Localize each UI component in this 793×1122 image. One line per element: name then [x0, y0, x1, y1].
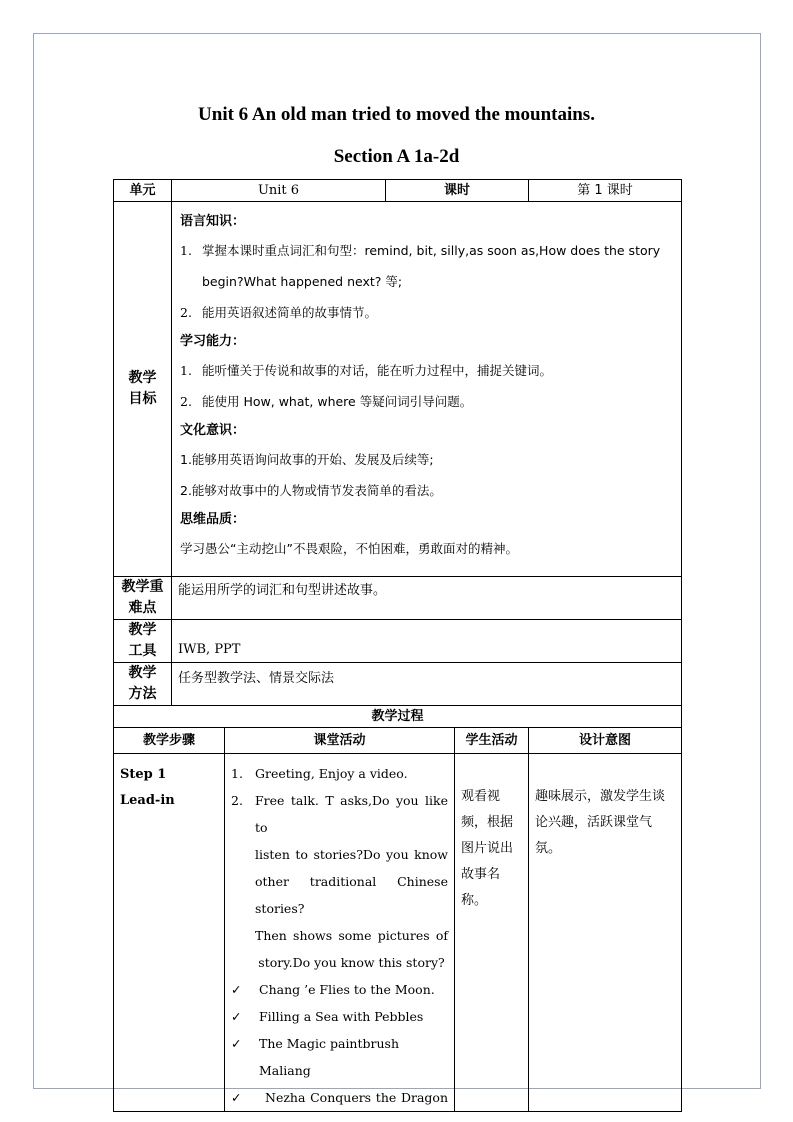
period-value: 第 1 课时 [529, 180, 682, 202]
period-label: 课时 [386, 180, 529, 202]
activity-text: listen to stories?Do you know [255, 847, 448, 862]
objective-num: 2. [180, 394, 192, 409]
objective-line: 掌握本课时重点词汇和句型：remind, bit, silly,as soon as,How does the story [202, 243, 661, 258]
col-intent: 设计意图 [529, 728, 682, 754]
lesson-plan-table [113, 179, 682, 1112]
objective-line: begin?What happened next? 等; [202, 274, 403, 289]
key-points-label [114, 577, 172, 620]
key-points-label-text: 教学重难点 [121, 579, 164, 616]
step-cell [114, 754, 225, 1112]
activity-text: Greeting, Enjoy a video. [255, 766, 408, 781]
objective-heading-thinking: 思维品质： [180, 512, 246, 527]
process-title: 教学过程 [114, 706, 682, 728]
methods-label-text: 教学方法 [128, 665, 157, 702]
check-icon: ✓ [231, 1090, 242, 1105]
objectives-label-text: 教学目标 [128, 370, 157, 407]
key-points-value: 能运用所学的词汇和句型讲述故事。 [172, 577, 682, 620]
step-name: Lead-in [120, 793, 175, 808]
objectives-label [114, 202, 172, 577]
tools-label-text: 教学工具 [128, 622, 157, 659]
col-step: 教学步骤 [114, 728, 225, 754]
tools-value: IWB, PPT [172, 620, 682, 663]
unit-value: Unit 6 [172, 180, 386, 202]
document-subtitle: Section A 1a-2d [333, 146, 460, 167]
check-icon: ✓ [231, 1036, 242, 1051]
activity-text: Then shows some pictures of [255, 928, 448, 943]
objective-heading-language: 语言知识： [180, 214, 246, 229]
story-item: Nezha Conquers the Dragon [265, 1090, 448, 1105]
story-item: The Magic paintbrush Maliang [259, 1036, 400, 1078]
objective-line: 1.能够用英语询问故事的开始、发展及后续等; [180, 452, 434, 467]
objective-line: 学习愚公“主动挖山”不畏艰险，不怕困难，勇敢面对的精神。 [180, 541, 518, 556]
activity-text: story.Do you know this story? [258, 955, 445, 970]
unit-label: 单元 [114, 180, 172, 202]
activity-text: other traditional Chinese stories? [255, 874, 448, 916]
objective-num: 1. [180, 243, 192, 258]
check-icon: ✓ [231, 1009, 242, 1024]
objective-num: 2. [180, 305, 192, 320]
document-title: Unit 6 An old man tried to moved the mountains. [198, 104, 595, 125]
tools-label [114, 620, 172, 663]
activity-text: Free talk. T asks,Do you like to [255, 793, 448, 835]
objectives-content [172, 202, 682, 577]
objective-heading-ability: 学习能力： [180, 334, 246, 349]
objective-line: 能听懂关于传说和故事的对话，能在听力过程中，捕捉关键词。 [202, 363, 553, 378]
story-item: Chang ’e Flies to the Moon. [259, 982, 435, 997]
activity-num: 2. [231, 793, 243, 808]
methods-label [114, 663, 172, 706]
design-intent: 趣味展示，激发学生谈论兴趣，活跃课堂气氛。 [529, 754, 682, 1112]
check-icon: ✓ [231, 982, 242, 997]
col-activity: 课堂活动 [225, 728, 455, 754]
activity-num: 1. [231, 766, 243, 781]
col-student: 学生活动 [455, 728, 529, 754]
objective-line: 能使用 How, what, where 等疑问词引导问题。 [202, 394, 473, 409]
story-item: Filling a Sea with Pebbles [259, 1009, 424, 1024]
activity-cell [225, 754, 455, 1112]
student-activity: 观看视频，根据图片说出故事名称。 [455, 754, 529, 1112]
methods-value: 任务型教学法、情景交际法 [172, 663, 682, 706]
objective-num: 1. [180, 363, 192, 378]
objective-heading-culture: 文化意识： [180, 423, 246, 438]
step-title: Step 1 [120, 767, 167, 782]
objective-line: 2.能够对故事中的人物或情节发表简单的看法。 [180, 483, 442, 498]
objective-line: 能用英语叙述简单的故事情节。 [202, 305, 378, 320]
